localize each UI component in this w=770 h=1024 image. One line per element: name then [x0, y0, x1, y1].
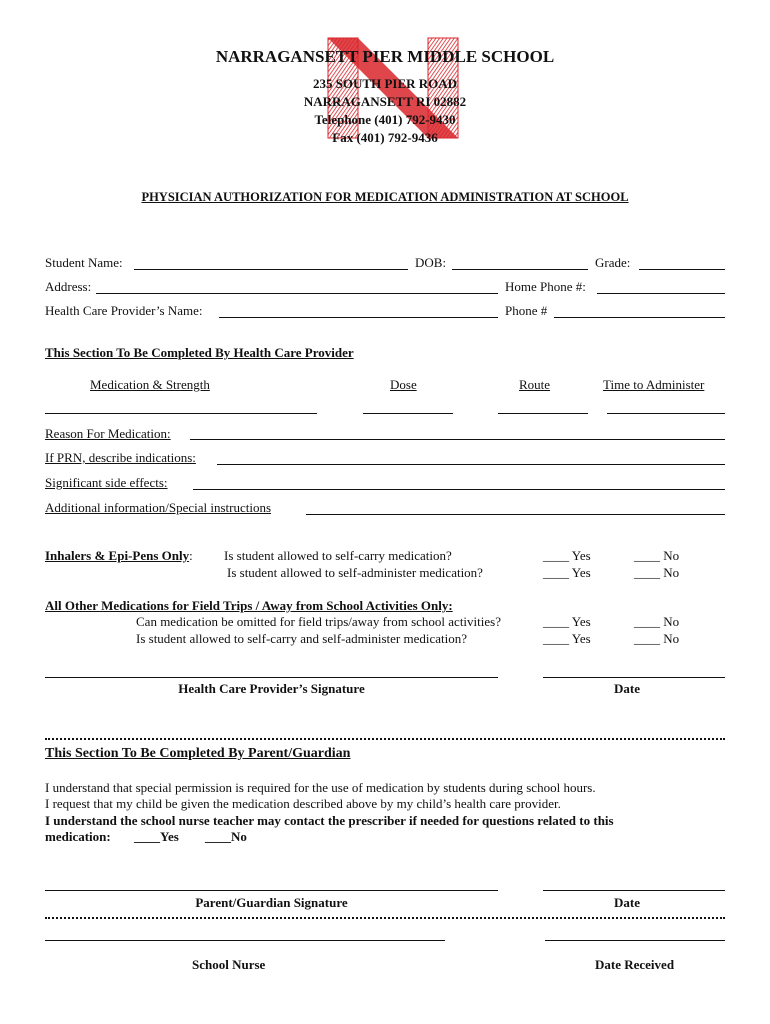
side-effects-field[interactable]: [193, 489, 725, 490]
provider-signature-field[interactable]: [45, 677, 498, 678]
school-fax: Fax (401) 792-9436: [332, 130, 438, 145]
dob-label: DOB:: [415, 255, 447, 270]
inhaler-self-administer-no[interactable]: ____ No: [634, 565, 680, 580]
reason-label: Reason For Medication:: [45, 426, 171, 441]
provider-name-label: Health Care Provider’s Name:: [45, 303, 203, 318]
grade-field[interactable]: [639, 269, 725, 270]
prn-label: If PRN, describe indications:: [45, 450, 196, 465]
home-phone-label: Home Phone #:: [505, 279, 586, 294]
prn-field[interactable]: [217, 464, 725, 465]
parent-medication-label: medication:: [45, 829, 111, 844]
provider-date-label: Date: [614, 681, 640, 696]
parent-consent-no[interactable]: ____No: [205, 829, 247, 844]
inhalers-heading-colon: :: [189, 548, 193, 563]
school-nurse-field[interactable]: [45, 940, 445, 941]
provider-phone-field[interactable]: [554, 317, 725, 318]
inhalers-heading-text: Inhalers & Epi-Pens Only: [45, 548, 190, 563]
provider-section-heading: This Section To Be Completed By Health Care Provider: [45, 345, 354, 360]
school-nurse-label: School Nurse: [192, 957, 266, 972]
inhaler-self-carry-question: Is student allowed to self-carry medication?: [224, 548, 452, 563]
additional-info-label: Additional information/Special instructions: [45, 500, 272, 515]
school-name: NARRAGANSETT PIER MIDDLE SCHOOL: [215, 47, 555, 66]
date-received-label: Date Received: [595, 957, 675, 972]
home-phone-field[interactable]: [597, 293, 725, 294]
column-route: Route: [519, 377, 551, 392]
parent-signature-label: Parent/Guardian Signature: [195, 895, 348, 910]
parent-date-label: Date: [614, 895, 640, 910]
field-trip-self-carry-question: Is student allowed to self-carry and self-administer medication?: [136, 631, 468, 646]
parent-signature-field[interactable]: [45, 890, 498, 891]
column-dose: Dose: [390, 377, 417, 392]
field-trip-omit-yes[interactable]: ____ Yes: [543, 614, 591, 629]
date-received-field[interactable]: [545, 940, 725, 941]
student-name-field[interactable]: [134, 269, 408, 270]
provider-name-field[interactable]: [219, 317, 498, 318]
inhaler-self-carry-no[interactable]: ____ No: [634, 548, 680, 563]
address-field[interactable]: [96, 293, 498, 294]
additional-info-field[interactable]: [306, 514, 725, 515]
parent-consent-yes[interactable]: ____Yes: [134, 829, 179, 844]
dose-field[interactable]: [363, 413, 453, 414]
section-divider-2: [45, 917, 725, 919]
school-telephone: Telephone (401) 792-9430: [314, 112, 456, 127]
parent-statement-3: I understand the school nurse teacher may contact the prescriber if needed for questions related to this: [45, 813, 614, 828]
parent-section-heading: This Section To Be Completed By Parent/Guardian: [45, 746, 351, 761]
school-address-street: 235 SOUTH PIER ROAD: [312, 76, 458, 91]
phone-label: Phone #: [505, 303, 548, 318]
field-trip-omit-question: Can medication be omitted for field trips/away from school activities?: [136, 614, 501, 629]
column-time: Time to Administer: [603, 377, 705, 392]
field-trip-omit-no[interactable]: ____ No: [634, 614, 680, 629]
provider-signature-label: Health Care Provider’s Signature: [178, 681, 365, 696]
grade-label: Grade:: [595, 255, 631, 270]
field-trip-self-carry-yes[interactable]: ____ Yes: [543, 631, 591, 646]
route-field[interactable]: [498, 413, 588, 414]
student-name-label: Student Name:: [45, 255, 123, 270]
reason-field[interactable]: [190, 439, 725, 440]
column-medication: Medication & Strength: [90, 377, 210, 392]
provider-date-field[interactable]: [543, 677, 725, 678]
field-trip-self-carry-no[interactable]: ____ No: [634, 631, 680, 646]
inhaler-self-administer-question: Is student allowed to self-administer medication?: [227, 565, 483, 580]
side-effects-label: Significant side effects:: [45, 475, 168, 490]
parent-statement-1: I understand that special permission is required for the use of medication by students during school hours.: [45, 780, 596, 795]
parent-date-field[interactable]: [543, 890, 725, 891]
inhaler-self-carry-yes[interactable]: ____ Yes: [543, 548, 591, 563]
field-trips-heading: All Other Medications for Field Trips / Away from School Activities Only:: [45, 598, 453, 613]
parent-statement-2: I request that my child be given the medication described above by my child’s health care provider.: [45, 796, 561, 811]
inhalers-heading: [45, 548, 193, 564]
medication-field[interactable]: [45, 413, 317, 414]
form-title: PHYSICIAN AUTHORIZATION FOR MEDICATION ADMINISTRATION AT SCHOOL: [141, 190, 629, 204]
section-divider: [45, 738, 725, 740]
school-address-city: NARRAGANSETT RI 02882: [303, 94, 467, 109]
inhaler-self-administer-yes[interactable]: ____ Yes: [543, 565, 591, 580]
dob-field[interactable]: [452, 269, 588, 270]
time-field[interactable]: [607, 413, 725, 414]
address-label: Address:: [45, 279, 92, 294]
